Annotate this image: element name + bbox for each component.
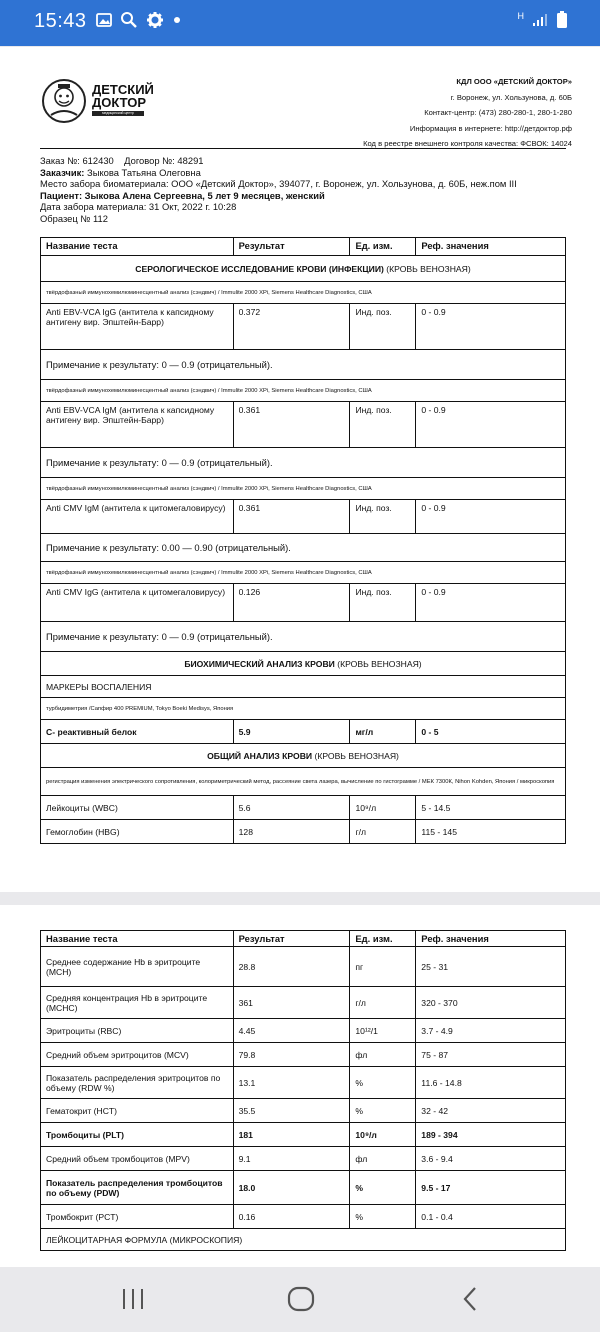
search-icon — [120, 11, 138, 29]
status-bar — [0, 0, 600, 46]
table-row: Anti EBV-VCA IgG (антитела к капсидному антигену вир. Эпштейн-Барр) 0.372 Инд. поз. 0 - 0.9 — [41, 304, 566, 350]
recent-apps-icon — [121, 1288, 145, 1310]
table-row: Показатель распределения тромбоцитов по объему (PDW) 18.0 % 9.5 - 17 — [41, 1171, 566, 1205]
method-row: турбидиметрия /Сапфир 400 PREMIUM, Tokyo Boeki Medisys, Япония — [41, 698, 566, 720]
lab-registry-code: Код в реестре внешнего контроля качества: ФСВОК: 14024 — [363, 139, 572, 148]
table-row: Anti CMV IgM (антитела к цитомегаловирусу) 0.361 Инд. поз. 0 - 0.9 — [41, 500, 566, 534]
table-row: С- реактивный белок 5.9 мг/л 0 - 5 — [41, 720, 566, 744]
home-icon — [287, 1286, 315, 1312]
document-page-2 — [0, 905, 600, 1267]
section-cbc: ОБЩИЙ АНАЛИЗ КРОВИ (КРОВЬ ВЕНОЗНАЯ) — [41, 744, 566, 768]
system-navigation-bar — [0, 1267, 600, 1332]
table-row: Эритроциты (RBC) 4.45 10¹²/1 3.7 - 4.9 — [41, 1019, 566, 1043]
header-divider — [40, 148, 566, 149]
back-icon — [462, 1286, 478, 1312]
table-row: Тромбокрит (PCT) 0.16 % 0.1 - 0.4 — [41, 1205, 566, 1229]
table-row: Гематокрит (HCT) 35.5 % 32 - 42 — [41, 1099, 566, 1123]
method-row: регистрация изменения электрического сопротивления, колориметрический метод, рассеяние света лазера, вычисление по гистограмме / МЕК 7300К, Nihon Kohden, Япония / микроскопия — [41, 768, 566, 796]
document-page-1 — [0, 47, 600, 892]
table-row: Средняя концентрация Hb в эритроците (MCHC) 361 г/л 320 - 370 — [41, 987, 566, 1019]
patient: Пациент: Зыкова Алена Сергеевна, 5 лет 9 месяцев, женский — [40, 189, 325, 201]
table-row: Гемоглобин (HBG) 128 г/л 115 - 145 — [41, 820, 566, 844]
table-row: Лейкоциты (WBC) 5.6 10⁹/л 5 - 14.5 — [41, 796, 566, 820]
signal-icon — [532, 13, 548, 27]
table-row: Среднее содержание Hb в эритроците (MCH) 28.8 пг 25 - 31 — [41, 947, 566, 987]
sampling-place: Место забора биоматериала: ООО «Детский Доктор», 394077, г. Воронеж, ул. Хользунова, д. 60Б, неж.пом III — [40, 178, 517, 190]
recent-apps-button[interactable] — [103, 1281, 163, 1317]
results-table-2 — [40, 930, 566, 1251]
method-row: твёрдофазный иммунохемилюминесцентный анализ (сэндвич) / Immulite 2000 XPi, Siemens Healthcare Diagnostics, США — [41, 562, 566, 584]
section-biochemistry: БИОХИМИЧЕСКИЙ АНАЛИЗ КРОВИ (КРОВЬ ВЕНОЗНАЯ) — [41, 652, 566, 676]
lab-name: КДЛ ООО «ДЕТСКИЙ ДОКТОР» — [456, 77, 572, 86]
lab-phone: Контакт-центр: (473) 280-280-1, 280-1-280 — [424, 108, 572, 117]
section-serology: СЕРОЛОГИЧЕСКОЕ ИССЛЕДОВАНИЕ КРОВИ (ИНФЕКЦИИ) (КРОВЬ ВЕНОЗНАЯ) — [41, 256, 566, 282]
lab-website: Информация в интернете: http://детдоктор.рф — [409, 123, 572, 133]
table-header-row: Название теста Результат Ед. изм. Реф. значения — [41, 238, 566, 256]
lab-address: г. Воронеж, ул. Хользунова, д. 60Б — [450, 92, 572, 102]
markers-row: МАРКЕРЫ ВОСПАЛЕНИЯ — [41, 676, 566, 698]
method-row: твёрдофазный иммунохемилюминесцентный анализ (сэндвич) / Immulite 2000 XPi, Siemens Healthcare Diagnostics, США — [41, 478, 566, 500]
method-row: твёрдофазный иммунохемилюминесцентный анализ (сэндвич) / Immulite 2000 XPi, Siemens Healthcare Diagnostics, США — [41, 282, 566, 304]
customer: Заказчик: Зыкова Татьяна Олеговна — [40, 166, 201, 178]
battery-icon — [556, 11, 568, 29]
sampling-date: Дата забора материала: 31 Окт, 2022 г. 10:28 — [40, 201, 237, 213]
table-row: Anti EBV-VCA IgM (антитела к капсидному антигену вир. Эпштейн-Барр) 0.361 Инд. поз. 0 - 0.9 — [41, 402, 566, 448]
table-header-row: Название теста Результат Ед. изм. Реф. значения — [41, 931, 566, 947]
table-row: Средний объем эритроцитов (MCV) 79.8 фл 75 - 87 — [41, 1043, 566, 1067]
order-info — [40, 155, 517, 225]
home-button[interactable] — [271, 1281, 331, 1317]
status-time: 15:43 — [34, 10, 87, 32]
network-type-label: H — [517, 10, 524, 21]
table-row: Anti CMV IgG (антитела к цитомегаловирусу) 0.126 Инд. поз. 0 - 0.9 — [41, 584, 566, 622]
result-note: Примечание к результату: 0.00 — 0.90 (отрицательный). — [41, 534, 566, 562]
lab-info — [363, 74, 572, 152]
gallery-icon — [96, 13, 112, 27]
table-row: Тромбоциты (PLT) 181 10⁹/л 189 - 394 — [41, 1123, 566, 1147]
result-note: Примечание к результату: 0 — 0.9 (отрицательный). — [41, 622, 566, 652]
table-row: Показатель распределения эритроцитов по объему (RDW %) 13.1 % 11.6 - 14.8 — [41, 1067, 566, 1099]
result-note: Примечание к результату: 0 — 0.9 (отрицательный). — [41, 448, 566, 478]
clinic-logo-subtitle: медицинский центр — [92, 111, 144, 116]
results-table-1 — [40, 237, 566, 844]
back-button[interactable] — [440, 1281, 500, 1317]
method-row: твёрдофазный иммунохемилюминесцентный анализ (сэндвич) / Immulite 2000 XPi, Siemens Healthcare Diagnostics, США — [41, 380, 566, 402]
cut-off-section-row: ЛЕЙКОЦИТАРНАЯ ФОРМУЛА (МИКРОСКОПИЯ) — [41, 1229, 566, 1251]
sample-number: Образец № 112 — [40, 212, 108, 224]
table-row: Средний объем тромбоцитов (MPV) 9.1 фл 3.6 - 9.4 — [41, 1147, 566, 1171]
order-number: Заказ №: 612430 Договор №: 48291 — [40, 155, 204, 166]
clinic-logo-text: ДЕТСКИЙ ДОКТОР — [92, 82, 154, 110]
notification-dot-icon — [172, 15, 182, 25]
gear-icon — [146, 11, 164, 29]
result-note: Примечание к результату: 0 — 0.9 (отрицательный). — [41, 350, 566, 380]
